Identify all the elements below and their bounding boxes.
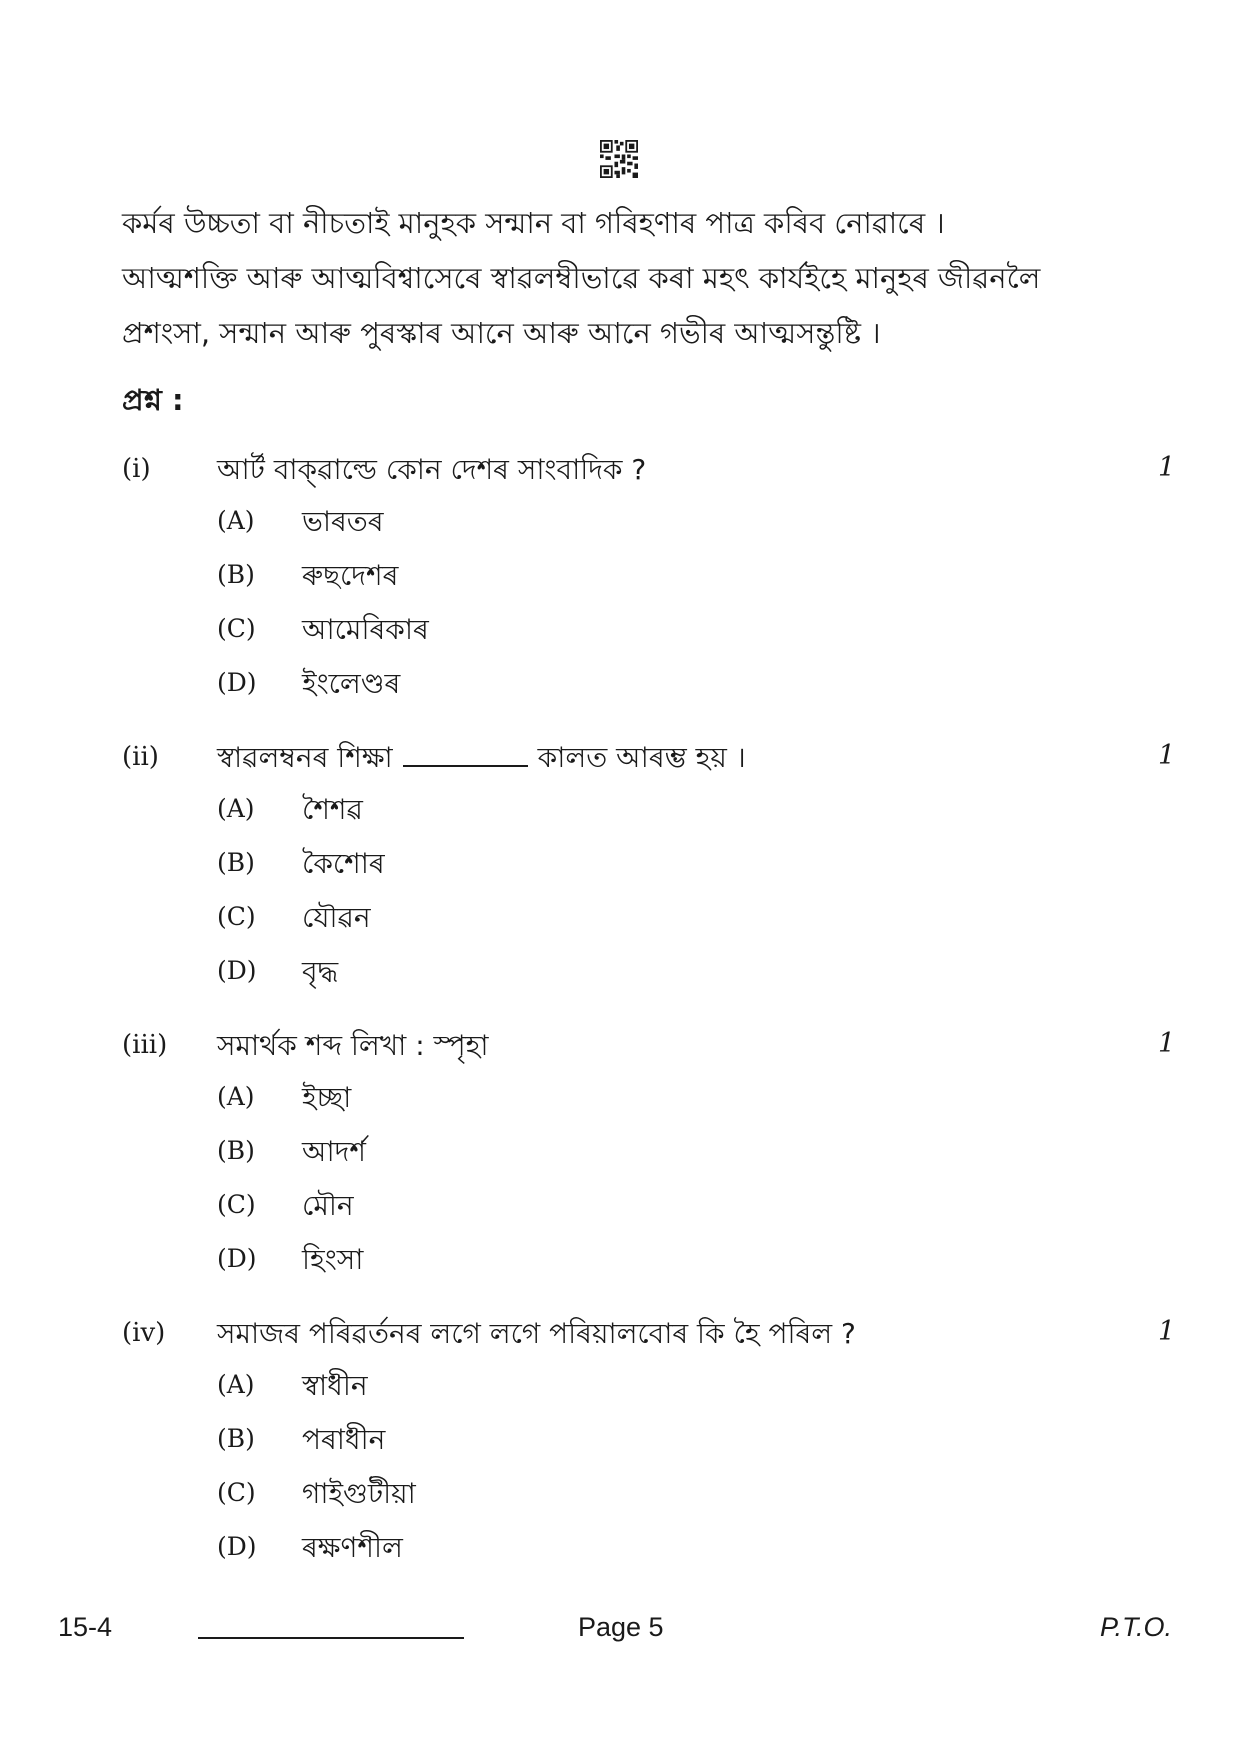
option-label: (D) (217, 1532, 257, 1561)
please-turn-over: P.T.O. (1100, 1612, 1173, 1642)
option-text: আমেৰিকাৰ (302, 613, 429, 646)
option-label: (D) (217, 956, 257, 985)
question-marks: 1 (1158, 1028, 1176, 1059)
option-text: হিংসা (302, 1243, 364, 1276)
question-text: সমাজৰ পৰিৱৰ্তনৰ লগে লগে পৰিয়ালবোৰ কি হৈ পৰিল ? (217, 1317, 856, 1350)
option-a (0, 786, 1241, 840)
question-text-after: কালত আৰম্ভ হয় । (537, 741, 746, 774)
page-number: Page 5 (578, 1612, 664, 1642)
question-text: আৰ্ট বাক্ৱাল্ডে কোন দেশৰ সাংবাদিক ? (217, 453, 647, 486)
option-label: (B) (217, 848, 255, 877)
option-label: (D) (217, 668, 257, 697)
option-label: (B) (217, 560, 255, 589)
question-text: সমাৰ্থক শব্দ লিখা : স্পৃহা (217, 1029, 489, 1062)
option-text: মৌন (302, 1189, 354, 1222)
option-text: ইচ্ছা (302, 1081, 352, 1114)
question-number: (ii) (122, 742, 159, 772)
question-text (217, 736, 746, 783)
passage-line: প্ৰশংসা, সন্মান আৰু পুৰস্কাৰ আনে আৰু আনে গভীৰ আত্মসন্তুষ্টি । (122, 316, 881, 350)
option-c (0, 606, 1241, 660)
option-text: পৰাধীন (302, 1423, 386, 1456)
option-label: (C) (217, 1478, 256, 1507)
option-text: বৃদ্ধ (302, 955, 339, 988)
option-text: স্বাধীন (302, 1369, 368, 1402)
option-d (0, 948, 1241, 1002)
question-text-before: স্বাৱলম্বনৰ শিক্ষা (217, 741, 393, 774)
question-marks: 1 (1158, 452, 1176, 483)
option-text: শৈশৱ (302, 793, 363, 826)
question-row (0, 1312, 1241, 1362)
passage-line: আত্মশক্তি আৰু আত্মবিশ্বাসেৰে স্বাৱলম্বীভাৱে কৰা মহৎ কাৰ্যইহে মানুহৰ জীৱনলৈ (122, 261, 1041, 295)
option-text: আদৰ্শ (302, 1135, 366, 1168)
passage (122, 196, 1122, 361)
question-marks: 1 (1158, 740, 1176, 771)
questions-heading: প্ৰশ্ন : (122, 383, 184, 417)
option-label: (C) (217, 1190, 256, 1219)
option-label: (A) (217, 1370, 255, 1399)
option-d (0, 660, 1241, 714)
option-b (0, 1416, 1241, 1470)
option-text: ভাৰতৰ (302, 505, 384, 538)
option-label: (A) (217, 506, 255, 535)
question-row (0, 448, 1241, 498)
passage-line: কৰ্মৰ উচ্চতা বা নীচতাই মানুহক সন্মান বা গৰিহণাৰ পাত্ৰ কৰিব নোৱাৰে । (122, 206, 945, 240)
option-c (0, 1182, 1241, 1236)
option-a (0, 1074, 1241, 1128)
question-1 (0, 448, 1241, 714)
option-label: (B) (217, 1136, 255, 1165)
option-label: (C) (217, 902, 256, 931)
question-number: (iii) (122, 1030, 168, 1060)
option-d (0, 1524, 1241, 1578)
option-b (0, 552, 1241, 606)
question-row (0, 1024, 1241, 1074)
option-a (0, 1362, 1241, 1416)
question-row (0, 736, 1241, 786)
question-number: (iv) (122, 1318, 166, 1348)
question-4 (0, 1312, 1241, 1578)
fill-in-blank (403, 737, 528, 767)
option-d (0, 1236, 1241, 1290)
option-label: (B) (217, 1424, 255, 1453)
paper-code: 15-4 (58, 1612, 113, 1642)
option-text: ইংলেণ্ডৰ (302, 667, 401, 700)
qr-code-icon (600, 140, 638, 178)
question-3 (0, 1024, 1241, 1290)
option-text: যৌৱন (302, 901, 371, 934)
option-text: ৰুছদেশৰ (302, 559, 399, 592)
option-label: (C) (217, 614, 256, 643)
option-label: (A) (217, 794, 255, 823)
option-b (0, 840, 1241, 894)
option-text: ৰক্ষণশীল (302, 1531, 403, 1564)
option-b (0, 1128, 1241, 1182)
option-label: (A) (217, 1082, 255, 1111)
option-a (0, 498, 1241, 552)
question-number: (i) (122, 454, 151, 484)
option-text: গাইগুটীয়া (302, 1477, 416, 1510)
footer-divider (198, 1637, 464, 1639)
option-c (0, 894, 1241, 948)
option-label: (D) (217, 1244, 257, 1273)
question-2 (0, 736, 1241, 1002)
option-c (0, 1470, 1241, 1524)
question-marks: 1 (1158, 1316, 1176, 1347)
option-text: কৈশোৰ (302, 847, 385, 880)
